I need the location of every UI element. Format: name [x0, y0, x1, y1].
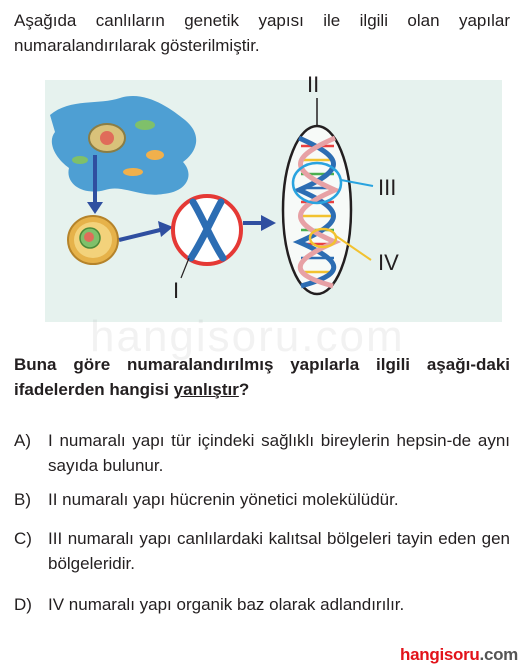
- question-suffix: ?: [238, 380, 250, 399]
- label-IV: IV: [378, 250, 399, 275]
- site-brand: [400, 645, 518, 665]
- option-letter: A): [14, 431, 31, 450]
- brand-name: hangisoru: [400, 645, 480, 664]
- label-II: II: [307, 72, 320, 97]
- option-text: I numaralı yapı tür içindeki sağlıklı bireylerin hepsin-de aynı sayıda bulunur.: [48, 431, 510, 475]
- arrow-cell-to-chromosome: [119, 230, 160, 240]
- option-letter: B): [14, 490, 31, 509]
- option-text: IV numaralı yapı organik baz olarak adlandırılır.: [48, 595, 405, 614]
- genetic-structure-figure: [45, 72, 502, 322]
- label-I: I: [173, 278, 180, 303]
- leader-line-I: [181, 258, 189, 278]
- question-text: [14, 352, 510, 402]
- option-b[interactable]: [14, 487, 510, 512]
- option-d[interactable]: [14, 592, 510, 617]
- option-a[interactable]: [14, 428, 510, 478]
- option-text: III numaralı yapı canlılardaki kalıtsal bölgeleri tayin eden gen bölgeleridir.: [48, 529, 510, 573]
- option-text: II numaralı yapı hücrenin yönetici molekülüdür.: [48, 490, 399, 509]
- question-underlined-word: yanlıştır: [173, 380, 239, 399]
- option-letter: D): [14, 595, 32, 614]
- question-prefix: Buna göre numaralandırılmış yapılarla ilgili aşağı-daki ifadelerden hangisi: [14, 355, 510, 399]
- watermark: hangisoru.com: [90, 312, 405, 361]
- label-III: III: [378, 175, 397, 200]
- figure-illustration: [45, 80, 502, 322]
- option-c[interactable]: [14, 526, 510, 576]
- dna-ellipse: [283, 126, 351, 294]
- brand-tld: .com: [479, 645, 518, 664]
- intro-text: Aşağıda canlıların genetik yapısı ile ilgili olan yapılar numaralandırılarak gösterilmiştir.: [14, 11, 510, 55]
- option-letter: C): [14, 529, 32, 548]
- organism-nucleolus: [100, 131, 114, 145]
